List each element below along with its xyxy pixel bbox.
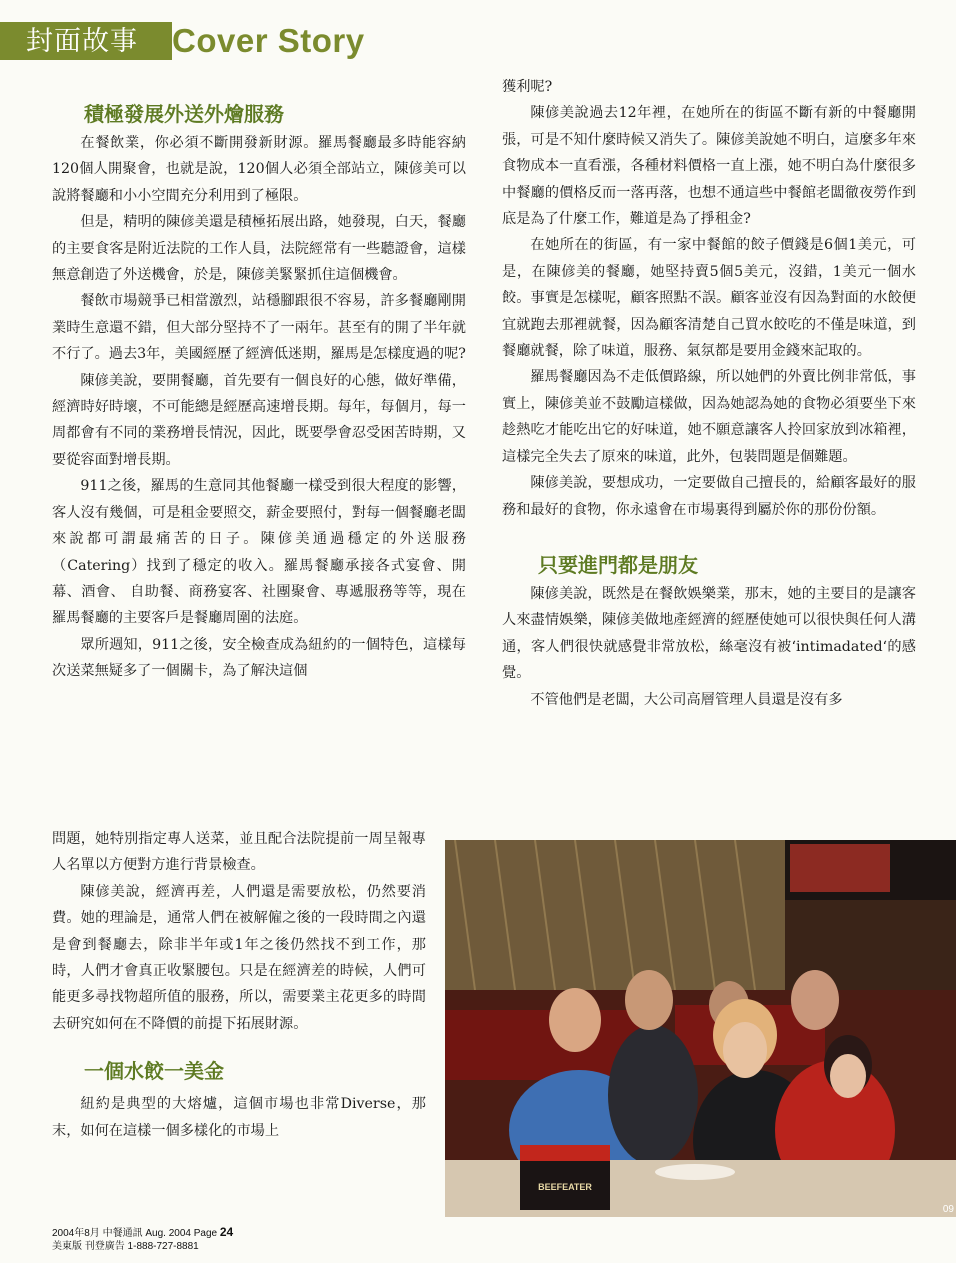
paragraph: 陳偐美說，經濟再差，人們還是需要放松，仍然要消費。她的理論是，通常人們在被解僱之後的一段時間之內還是會到餐廳去，除非半年或1年之後仍然找不到工作，那時，人們才會真正收緊腰包。只是在經濟差的時候，人們可能更多尋找物超所值的服務，所以，需要業主花更多的時間去研究如何在不降價的前提下拓展財源。 bbox=[52, 883, 426, 1032]
footer-line-ad: 美東版 刊登廣告 1-888-727-8881 bbox=[52, 1241, 199, 1252]
photo-illustration bbox=[445, 840, 956, 1217]
page-footer bbox=[52, 1226, 233, 1253]
paragraph: 羅馬餐廳因為不走低價路線，所以她們的外賣比例非常低，事實上，陳偐美並不鼓勵這樣做，因為她認為她的食物必須要坐下來趁熱吃才能吃出它的好味道，她不願意讓客人拎回家放到冰箱裡，這樣完全失去了原來的味道，此外，包裝問題是個難題。 bbox=[502, 369, 916, 465]
heading-dumpling: 一個水餃一美金 bbox=[84, 1059, 224, 1084]
paragraph: 陳偐美說，要想成功，一定要做自己擅長的，給顧客最好的服務和最好的食物，你永遠會在市場裏得到屬於你的那份份額。 bbox=[502, 475, 916, 518]
paragraph: 獲利呢? bbox=[502, 79, 553, 95]
right-column bbox=[502, 74, 916, 713]
left-column-lower bbox=[52, 826, 426, 1144]
paragraph: 眾所週知，911之後，安全檢查成為紐約的一個特色，這樣每次送菜無疑多了一個關卡，為了解決這個 bbox=[52, 636, 466, 680]
left-column bbox=[52, 100, 466, 685]
paragraph: 在餐飲業，你必須不斷開發新財源。羅馬餐廳最多時能容納120個人開聚會，也就是說，120個人必須全部站立，陳偐美可以說將餐廳和小小空間充分利用到了極限。 bbox=[52, 135, 466, 204]
paragraph: 陳偐美說過去12年裡，在她所在的街區不斷有新的中餐廳開張，可是不知什麼時候又消失了。陳偐美說她不明白，這麼多年來食物成本一直看漲，各種材料價格一直上漲，她不明白為什麼很多中餐廳的價格反而一落再落，也想不通這些中餐館老闆徹夜勞作到底是為了什麼工作，難道是為了掙租金? bbox=[502, 105, 916, 228]
heading-friends: 只要進門都是朋友 bbox=[538, 552, 698, 577]
banner-title-chinese: 封面故事 bbox=[26, 26, 138, 57]
footer-page-number: 24 bbox=[219, 1225, 234, 1239]
paragraph: 陳偐美說，要開餐廳，首先要有一個良好的心態，做好準備，經濟時好時壞，不可能總是經歷高速增長期。每年，每個月，每一周都會有不同的業務增長情況，因此，既要學會忍受困苦時期，又要從容面對增長期。 bbox=[52, 372, 466, 468]
beefeater-sign: BEEFEATER bbox=[538, 1182, 592, 1192]
paragraph: 陳偐美說，既然是在餐飲娛樂業，那末，她的主要目的是讓客人來盡情娛樂，陳偐美做地產經濟的經歷使她可以很快與任何人溝通，客人們很快就感覺非常放松，絲毫沒有被‘intimadated‘的感覺。 bbox=[502, 585, 916, 682]
footer-line-issue bbox=[52, 1226, 233, 1240]
paragraph: 紐約是典型的大熔爐，這個市場也非常Diverse，那末，如何在這樣一個多樣化的市場上 bbox=[52, 1096, 426, 1139]
paragraph: 在她所在的街區，有一家中餐館的餃子價錢是6個1美元，可是，在陳偐美的餐廳，她堅持賣5個5美元，沒錯，1美元一個水餃。事實是怎樣呢，顧客照點不誤。顧客並沒有因為對面的水餃便宜就跑去那裡就餐，因為顧客清楚自己買水餃吃的不僅是味道，到餐廳就餐，除了味道，服務、氣氛都是要用金錢來記取的。 bbox=[502, 237, 916, 360]
paragraph: 但是，精明的陳偐美還是積極拓展出路，她發現，白天，餐廳的主要食客是附近法院的工作人員，法院經常有一些聽證會，這樣無意創造了外送機會，於是，陳偐美緊緊抓住這個機會。 bbox=[52, 214, 466, 284]
restaurant-photo bbox=[445, 840, 956, 1217]
paragraph: 911之後，羅馬的生意同其他餐廳一樣受到很大程度的影響，客人沒有幾個，可是租金要照交，薪金要照付，對每一個餐廳老闆來說都可謂最痛苦的日子。陳偐美通過穩定的外送服務（Catering）找到了穩定的收入。羅馬餐廳承接各式宴會、開幕、酒會、 自助餐、商務宴客、社團聚會、專遞服務等等，現在羅馬餐廳的主要客戶是餐廳周圍的法庭。 bbox=[52, 478, 466, 627]
section-banner bbox=[0, 22, 380, 64]
paragraph: 不管他們是老闆，大公司高層管理人員還是沒有多 bbox=[530, 691, 843, 708]
heading-catering: 積極發展外送外燴服務 bbox=[84, 102, 284, 126]
banner-title-english: Cover Story bbox=[172, 22, 365, 59]
paragraph: 問題，她特別指定專人送菜，並且配合法院提前一周呈報專人名單以方便對方進行背景檢查。 bbox=[52, 831, 426, 874]
footer-issue-text: 2004年8月 中餐通訊 Aug. 2004 Page bbox=[52, 1228, 218, 1239]
photo-corner-number: 09 bbox=[942, 1204, 954, 1215]
paragraph: 餐飲市場競爭已相當激烈，站穩腳跟很不容易，許多餐廳剛開業時生意還不錯，但大部分堅持不了一兩年。甚至有的開了半年就不行了。過去3年，美國經歷了經濟低迷期，羅馬是怎樣度過的呢? bbox=[52, 293, 466, 363]
